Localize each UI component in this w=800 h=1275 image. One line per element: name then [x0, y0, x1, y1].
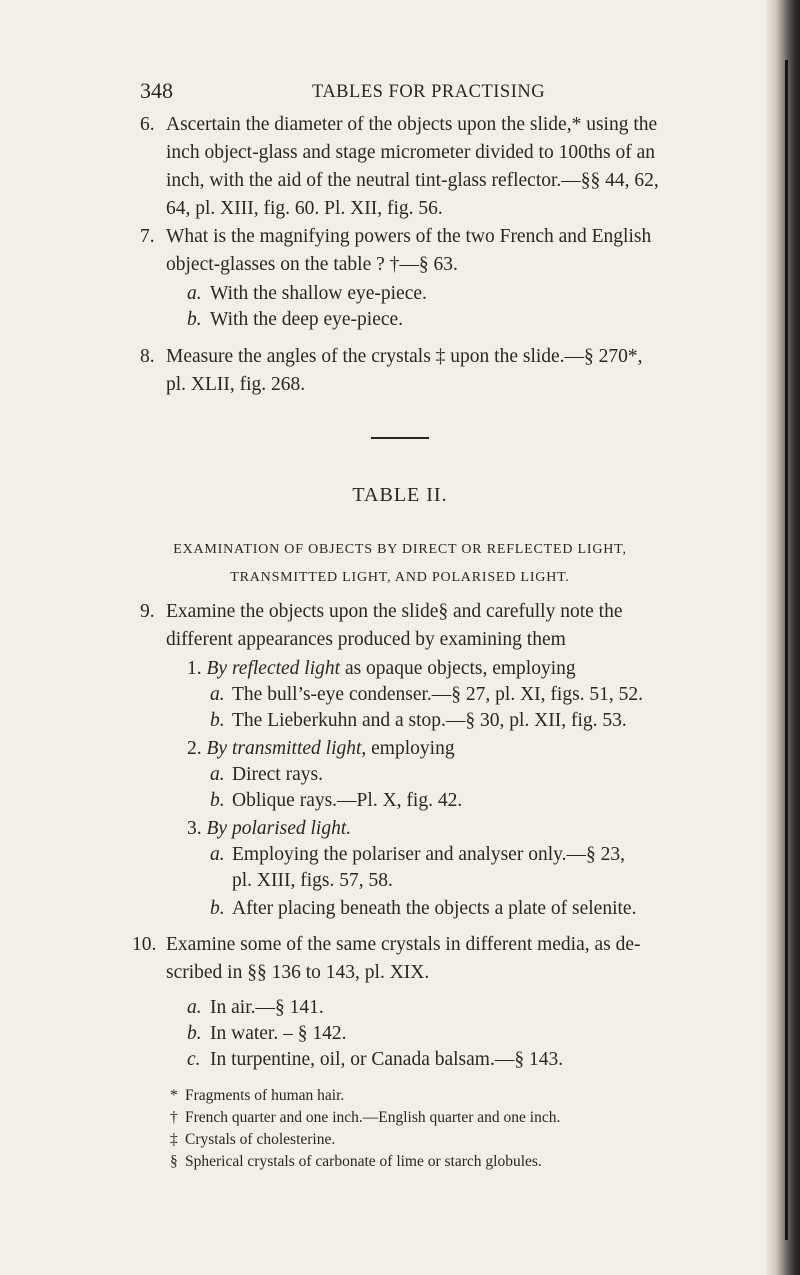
- item-6-number: 6.: [140, 114, 155, 135]
- footnote-4-text: Spherical crystals of carbonate of lime or starch globules.: [185, 1153, 542, 1170]
- item-9-line-2: different appearances produced by examining them: [166, 629, 566, 650]
- item-8-line-2: pl. XLII, fig. 268.: [166, 374, 306, 395]
- item-9-3b-letter: b.: [210, 898, 225, 919]
- item-9-2b-text: Oblique rays.—Pl. X, fig. 42.: [232, 790, 463, 811]
- item-6-line-4: 64, pl. XIII, fig. 60. Pl. XII, fig. 56.: [166, 198, 443, 219]
- item-9-2a-letter: a.: [210, 764, 225, 785]
- page-number: 348: [140, 78, 173, 103]
- item-10c-text: In turpentine, oil, or Canada balsam.—§ 143.: [210, 1049, 564, 1070]
- item-10-number: 10.: [132, 934, 157, 955]
- item-10-line-2: scribed in §§ 136 to 143, pl. XIX.: [166, 962, 430, 983]
- item-10-line-1: Examine some of the same crystals in different media, as de-: [166, 934, 641, 955]
- item-7-line-1: What is the magnifying powers of the two French and English: [166, 226, 652, 247]
- item-10c-letter: c.: [187, 1049, 201, 1070]
- item-7b-letter: b.: [187, 309, 202, 330]
- footnote-2-text: French quarter and one inch.—English quarter and one inch.: [185, 1109, 561, 1126]
- item-7b-text: With the deep eye-piece.: [210, 309, 404, 330]
- item-6-line-1: Ascertain the diameter of the objects upon the slide,* using the: [166, 114, 658, 135]
- item-7-number: 7.: [140, 226, 155, 247]
- item-9-1b-letter: b.: [210, 710, 225, 731]
- footnote-2-mark: †: [170, 1109, 178, 1126]
- item-10b-text: In water. – § 142.: [210, 1023, 347, 1044]
- running-head: TABLES FOR PRACTISING: [312, 82, 546, 102]
- footnote-4-mark: §: [170, 1153, 178, 1170]
- footnote-1-text: Fragments of human hair.: [185, 1087, 345, 1104]
- item-7a-letter: a.: [187, 283, 202, 304]
- item-9-3a-line-1: Employing the polariser and analyser only.—§ 23,: [232, 844, 625, 865]
- item-9-1b-text: The Lieberkuhn and a stop.—§ 30, pl. XII, fig. 53.: [232, 710, 627, 731]
- item-9-1a-letter: a.: [210, 684, 225, 705]
- item-10b-letter: b.: [187, 1023, 202, 1044]
- item-8-number: 8.: [140, 346, 155, 367]
- item-10a-letter: a.: [187, 997, 202, 1018]
- section-rule: [371, 437, 429, 439]
- item-9-sub-3: 3. By polarised light.: [187, 818, 352, 839]
- item-7a-text: With the shallow eye-piece.: [210, 283, 427, 304]
- item-9-3a-line-2: pl. XIII, figs. 57, 58.: [232, 870, 393, 891]
- table-subtitle-line-1: EXAMINATION OF OBJECTS BY DIRECT OR REFLECTED LIGHT,: [173, 542, 627, 557]
- item-9-number: 9.: [140, 601, 155, 622]
- item-8-line-1: Measure the angles of the crystals ‡ upon the slide.—§ 270*,: [166, 346, 643, 367]
- item-9-2b-letter: b.: [210, 790, 225, 811]
- item-9-3a-letter: a.: [210, 844, 225, 865]
- item-9-line-1: Examine the objects upon the slide§ and carefully note the: [166, 601, 623, 622]
- item-9-sub-1: 1. By reflected light as opaque objects, employing: [187, 658, 576, 679]
- item-9-3b-text: After placing beneath the objects a plate of selenite.: [232, 898, 637, 919]
- page-edge-shadow: [766, 0, 800, 1275]
- item-9-sub-2: 2. By transmitted light, employing: [187, 738, 455, 759]
- footnote-3-text: Crystals of cholesterine.: [185, 1131, 336, 1148]
- item-6-line-2: inch object-glass and stage micrometer divided to 100ths of an: [166, 142, 655, 163]
- item-9-1a-text: The bull’s-eye condenser.—§ 27, pl. XI, figs. 51, 52.: [232, 684, 644, 705]
- item-6-line-3: inch, with the aid of the neutral tint-glass reflector.—§§ 44, 62,: [166, 170, 659, 191]
- binding-line: [785, 60, 788, 1240]
- item-10a-text: In air.—§ 141.: [210, 997, 324, 1018]
- table-title: TABLE II.: [352, 484, 448, 506]
- table-subtitle-line-2: TRANSMITTED LIGHT, AND POLARISED LIGHT.: [230, 570, 570, 585]
- item-7-line-2: object-glasses on the table ? †—§ 63.: [166, 254, 458, 275]
- footnote-3-mark: ‡: [170, 1131, 178, 1148]
- item-9-2a-text: Direct rays.: [232, 764, 323, 785]
- footnote-1-mark: *: [170, 1087, 178, 1104]
